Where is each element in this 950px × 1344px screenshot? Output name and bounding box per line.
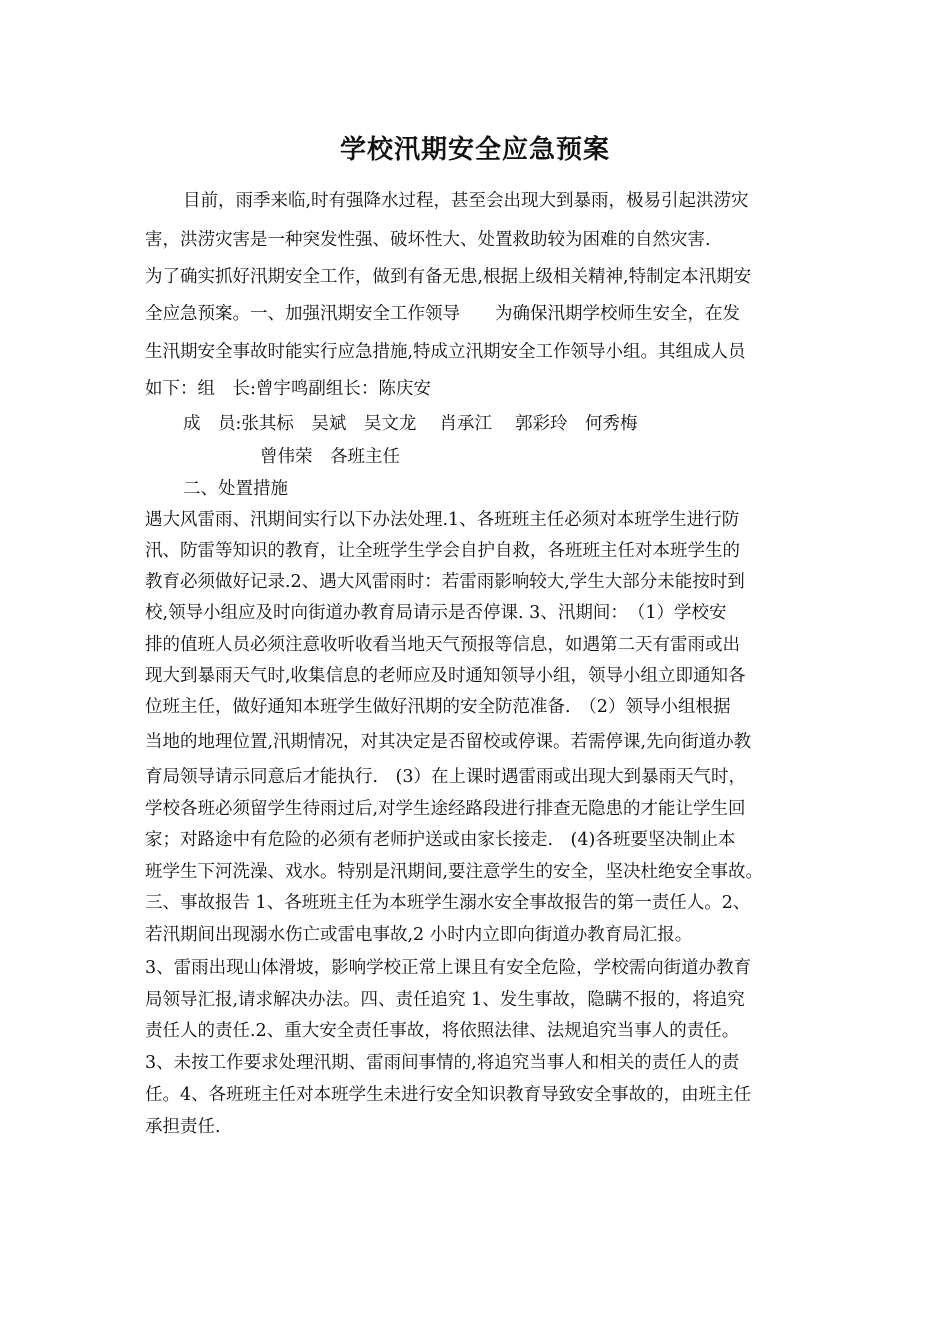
body-line: 校,领导小组应及时向街道办教育局请示是否停课. 3、汛期间： （1）学校安 — [145, 603, 727, 623]
body-line: 害，洪涝灾害是一种突发性强、破坏性大、处置救助较为困难的自然灾害. — [145, 230, 711, 250]
body-line: 排的值班人员必须注意收听收看当地天气预报等信息，如遇第二天有雷雨或出 — [145, 635, 740, 655]
section-heading: 二、处置措施 — [183, 479, 288, 499]
body-line: 当地的地理位置,汛期情况，对其决定是否留校或停课。若需停课,先向街道办教 — [145, 732, 752, 752]
body-line: 育局领导请示同意后才能执行. (3）在上课时遇雷雨或出现大到暴雨天气时， — [145, 767, 747, 787]
member-list-line: 曾伟荣 各班主任 — [260, 447, 400, 467]
body-line: 班学生下河洗澡、戏水。特别是汛期间,要注意学生的安全，坚决杜绝安全事故。 — [145, 862, 764, 882]
body-line: 汛、防雷等知识的教育，让全班学生学会自护自救，各班班主任对本班学生的 — [145, 541, 740, 561]
body-line: 承担责任. — [145, 1117, 221, 1137]
body-line: 如下：组 长:曾宇鸣副组长：陈庆安 — [145, 379, 431, 399]
body-line: 局领导汇报,请求解决办法。四、责任追究 1、发生事故，隐瞒不报的，将追究 — [145, 990, 745, 1010]
body-line: 3、雷雨出现山体滑坡，影响学校正常上课且有安全危险，学校需向街道办教育 — [145, 958, 752, 978]
member-list-line: 成 员:张其标 吴斌 吴文龙 肖承江 郭彩玲 何秀梅 — [183, 414, 638, 434]
body-line: 位班主任，做好通知本班学生做好汛期的安全防范准备. （2）领导小组根据 — [145, 697, 731, 717]
body-line: 生汛期安全事故时能实行应急措施,特成立汛期安全工作领导小组。其组成人员 — [145, 342, 746, 362]
body-line: 若汛期间出现溺水伤亡或雷电事故,2 小时内立即向街道办教育局汇报。 — [145, 925, 693, 945]
body-line: 遇大风雷雨、汛期间实行以下办法处理.1、各班班主任必须对本班学生进行防 — [145, 510, 740, 530]
body-line: 现大到暴雨天气时,收集信息的老师应及时通知领导小组，领导小组立即通知各 — [145, 666, 746, 686]
body-line: 教育必须做好记录.2、遇大风雷雨时：若雷雨影响较大,学生大部分未能按时到 — [145, 572, 745, 592]
body-line: 家；对路途中有危险的必须有老师护送或由家长接走. (4)各班要坚决制止本 — [145, 830, 736, 850]
document-title: 学校汛期安全应急预案 — [339, 135, 610, 165]
body-line: 三、事故报告 1、各班班主任为本班学生溺水安全事故报告的第一责任人。2、 — [145, 893, 751, 913]
body-line: 任。4、各班班主任对本班学生未进行安全知识教育导致安全事故的，由班主任 — [145, 1085, 752, 1105]
body-line: 目前，雨季来临,时有强降水过程，甚至会出现大到暴雨，极易引起洪涝灾 — [183, 191, 749, 211]
body-line: 责任人的责任.2、重大安全责任事故，将依照法律、法规追究当事人的责任。 — [145, 1021, 740, 1041]
body-line: 全应急预案。一、加强汛期安全工作领导 为确保汛期学校师生安全，在发 — [145, 304, 740, 324]
body-line: 3、未按工作要求处理汛期、雷雨间事情的,将追究当事人和相关的责任人的责 — [145, 1053, 740, 1073]
body-line: 为了确实抓好汛期安全工作，做到有备无患,根据上级相关精神,特制定本汛期安 — [145, 267, 752, 287]
body-line: 学校各班必须留学生待雨过后,对学生途经路段进行排查无隐患的才能让学生回 — [145, 799, 746, 819]
